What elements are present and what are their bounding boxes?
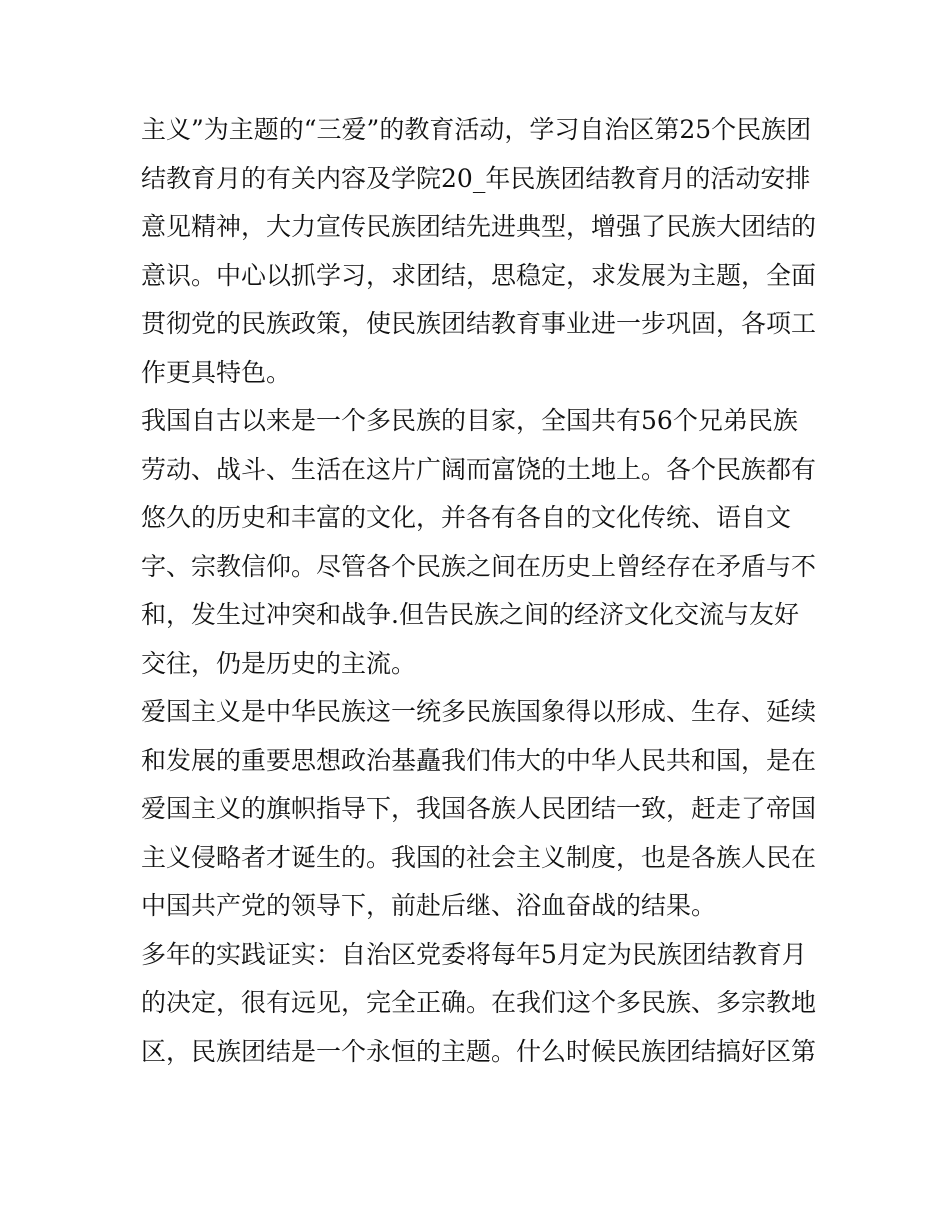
text-line: 字、宗教信仰。尽管各个民族之间在历史上曾经存在矛盾与不 [141,551,817,581]
text-line: 意见精神，大力宣传民族团结先进典型，增强了民族大团结的 [141,212,817,241]
text-line: 贯彻党的民族政策，使民族团结教育事业进一步巩固，各项工 [141,309,817,338]
text-line: 结教育月的有关内容及学院20_年民族团结教育月的活动安排 [141,163,811,193]
text-line: 爱国主义是中华民族这一统多民族国象得以形成、生存、延续 [141,697,817,726]
text-line: 我国自古以来是一个多民族的目家，全国共有56个兄弟民族 [141,406,798,435]
text-line: 中国共产党的领导下，前赴后继、浴血奋战的结果。 [141,891,717,920]
text-line: 悠久的历史和丰富的文化，并各有各自的文化传统、语自文 [141,503,792,532]
text-line: 意识。中心以抓学习，求团结，思稳定，求发展为主题，全面 [141,260,817,290]
text-line: 交往，仍是历史的主流。 [141,648,417,678]
text-line: 和发展的重要思想政治基矗我们伟大的中华人民共和国，是在 [141,745,817,775]
text-line: 和，发生过冲突和战争.但告民族之间的经济文化交流与友好 [141,600,799,629]
body-text [141,106,821,1076]
text-line: 作更具特色。 [141,357,292,387]
text-line: 劳动、战斗、生活在这片广阔而富饶的土地上。各个民族都有 [141,454,817,484]
text-line: 的决定，很有远见，完全正确。在我们这个多民族、多宗教地 [141,988,817,1017]
text-line: 区，民族团结是一个永恒的主题。什么时候民族团结搞好区第 [141,1036,817,1066]
text-line: 多年的实践证实：自治区党委将每年5月定为民族团结教育月 [141,939,807,969]
text-line: 主义侵略者才诞生的。我国的社会主义制度，也是各族人民在 [141,842,817,872]
text-line: 爱国主义的旗帜指导下，我国各族人民团结一致，赶走了帝国 [141,794,817,823]
text-line: 主义”为主题的“三爱”的教育活动，学习自治区第25个民族团 [141,115,812,144]
